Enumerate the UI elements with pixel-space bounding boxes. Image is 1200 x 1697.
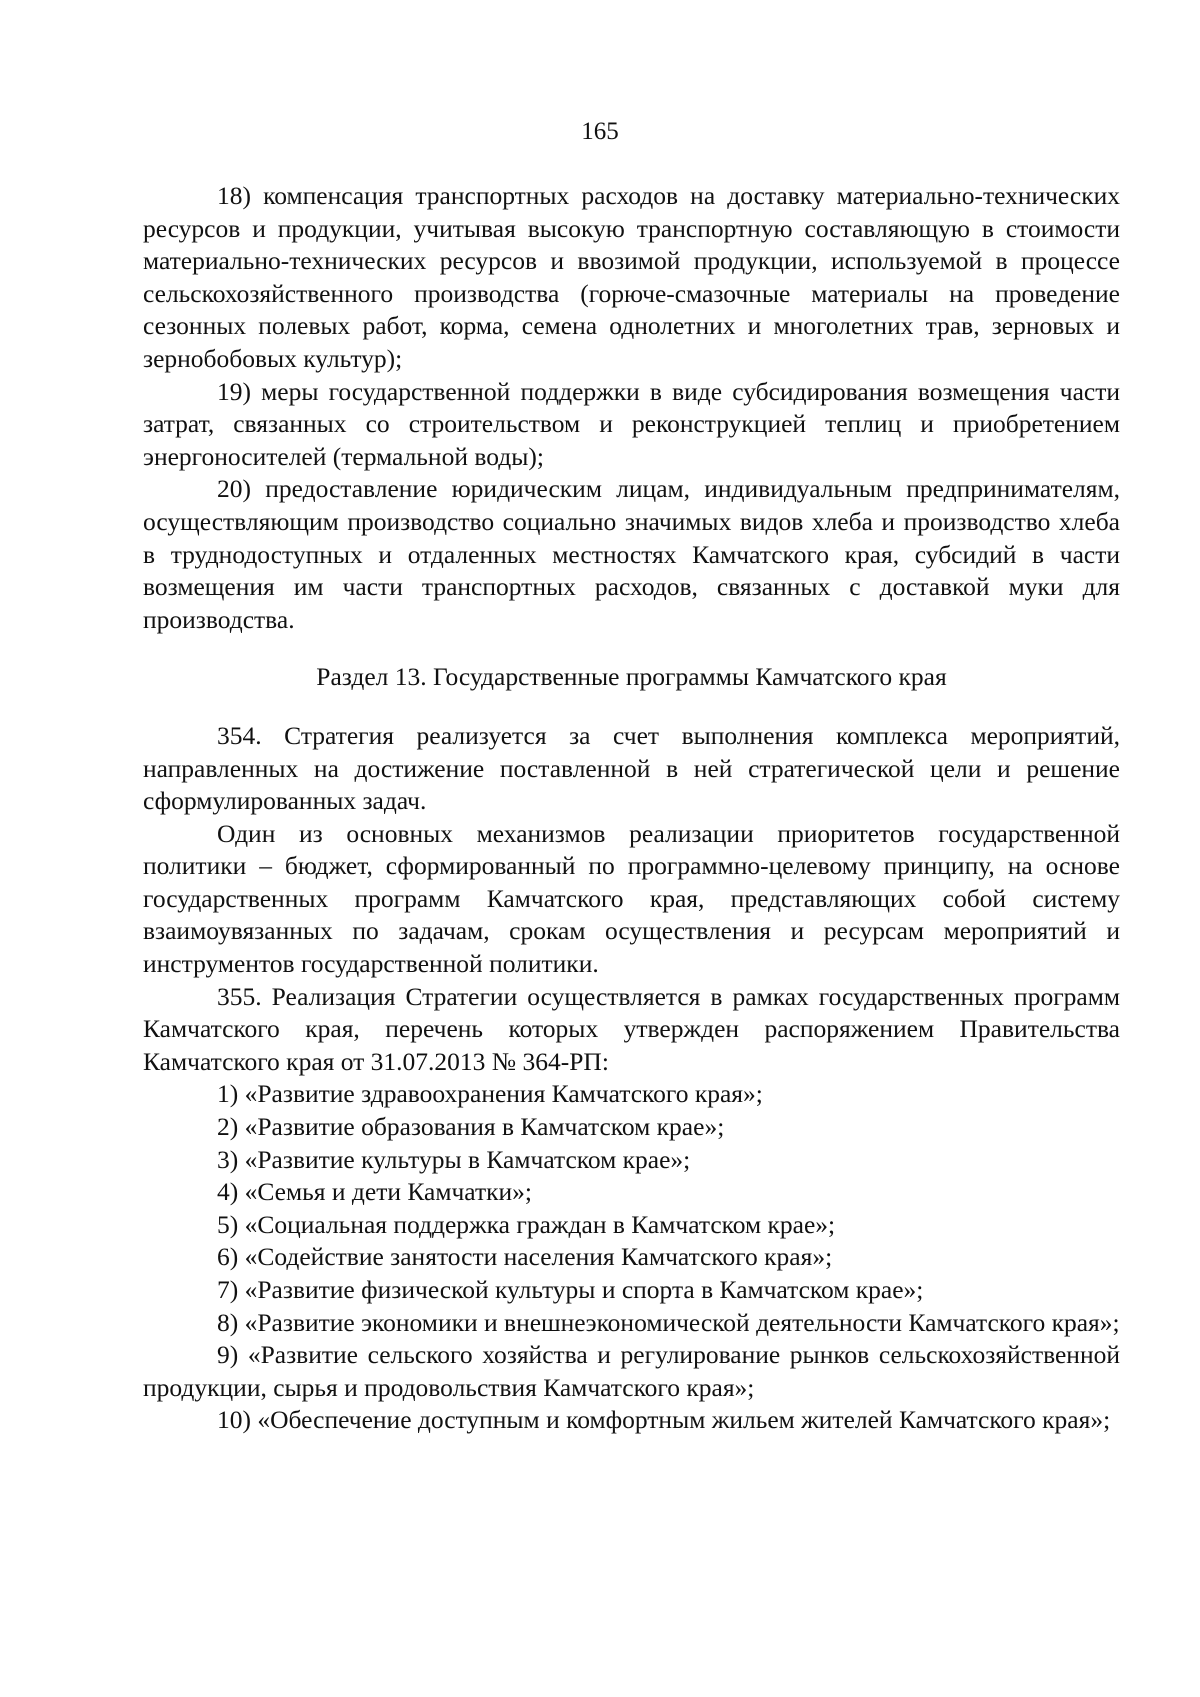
program-list-item: 10) «Обеспечение доступным и комфортным жильем жителей Камчатского края»; bbox=[217, 1405, 1111, 1435]
list-item: 18) компенсация транспортных расходов на доставку материально-технических ресурсов и продукции, учитывая высокую транспортную составляющую в стоимости материально-технических ресурсов и ввозимой продукции, используемой в процессе сельскохозяйственного производства (горюче-смазочные материалы на проведение сезонных полевых работ, корма, семена однолетних и многолетних трав, зерновых и зернобобовых культур); bbox=[143, 181, 1120, 373]
program-list-item: 4) «Семья и дети Камчатки»; bbox=[217, 1177, 532, 1207]
program-list-item: 9) «Развитие сельского хозяйства и регулирование рынков сельскохозяйственной продукции, сырья и продовольствия Камчатского края»; bbox=[143, 1340, 1120, 1402]
program-list-item: 6) «Содействие занятости населения Камчатского края»; bbox=[217, 1242, 833, 1272]
paragraph: 354. Стратегия реализуется за счет выполнения комплекса мероприятий, направленных на достижение поставленной в ней стратегической цели и решение сформулированных задач. bbox=[143, 720, 1120, 816]
list-item: 19) меры государственной поддержки в виде субсидирования возмещения части затрат, связанных со строительством и реконструкцией теплиц и приобретением энергоносителей (термальной воды); bbox=[143, 376, 1120, 471]
program-list-item: 7) «Развитие физической культуры и спорта в Камчатском крае»; bbox=[217, 1275, 924, 1304]
paragraph: Один из основных механизмов реализации приоритетов государственной политики – бюджет, сформированный по программно-целевому принципу, на основе государственных программ Камчатского края, представляющих собой систему взаимоувязанных по задачам, срокам осуществления и ресурсам мероприятий и инструментов государственной политики. bbox=[143, 818, 1120, 979]
document-body bbox=[143, 180, 1120, 1437]
paragraph: 355. Реализация Стратегии осуществляется в рамках государственных программ Камчатского края, перечень которых утвержден распоряжением Правительства Камчатского края от 31.07.2013 № 364-РП: bbox=[143, 981, 1120, 1076]
program-list-item: 3) «Развитие культуры в Камчатском крае»; bbox=[217, 1144, 691, 1174]
program-list-item: 5) «Социальная поддержка граждан в Камчатском крае»; bbox=[217, 1209, 836, 1239]
page-number: 165 bbox=[581, 118, 619, 145]
program-list-item: 2) «Развитие образования в Камчатском крае»; bbox=[217, 1112, 725, 1142]
section-heading: Раздел 13. Государственные программы Камчатского края bbox=[316, 662, 947, 692]
program-list-item: 1) «Развитие здравоохранения Камчатского края»; bbox=[217, 1079, 763, 1109]
program-list-item: 8) «Развитие экономики и внешнеэкономической деятельности Камчатского края»; bbox=[217, 1307, 1120, 1337]
list-item: 20) предоставление юридическим лицам, индивидуальным предпринимателям, осуществляющим производство социально значимых видов хлеба и производство хлеба в труднодоступных и отдаленных местностях Камчатского края, субсидий в части возмещения им части транспортных расходов, связанных с доставкой муки для производства. bbox=[143, 474, 1120, 634]
